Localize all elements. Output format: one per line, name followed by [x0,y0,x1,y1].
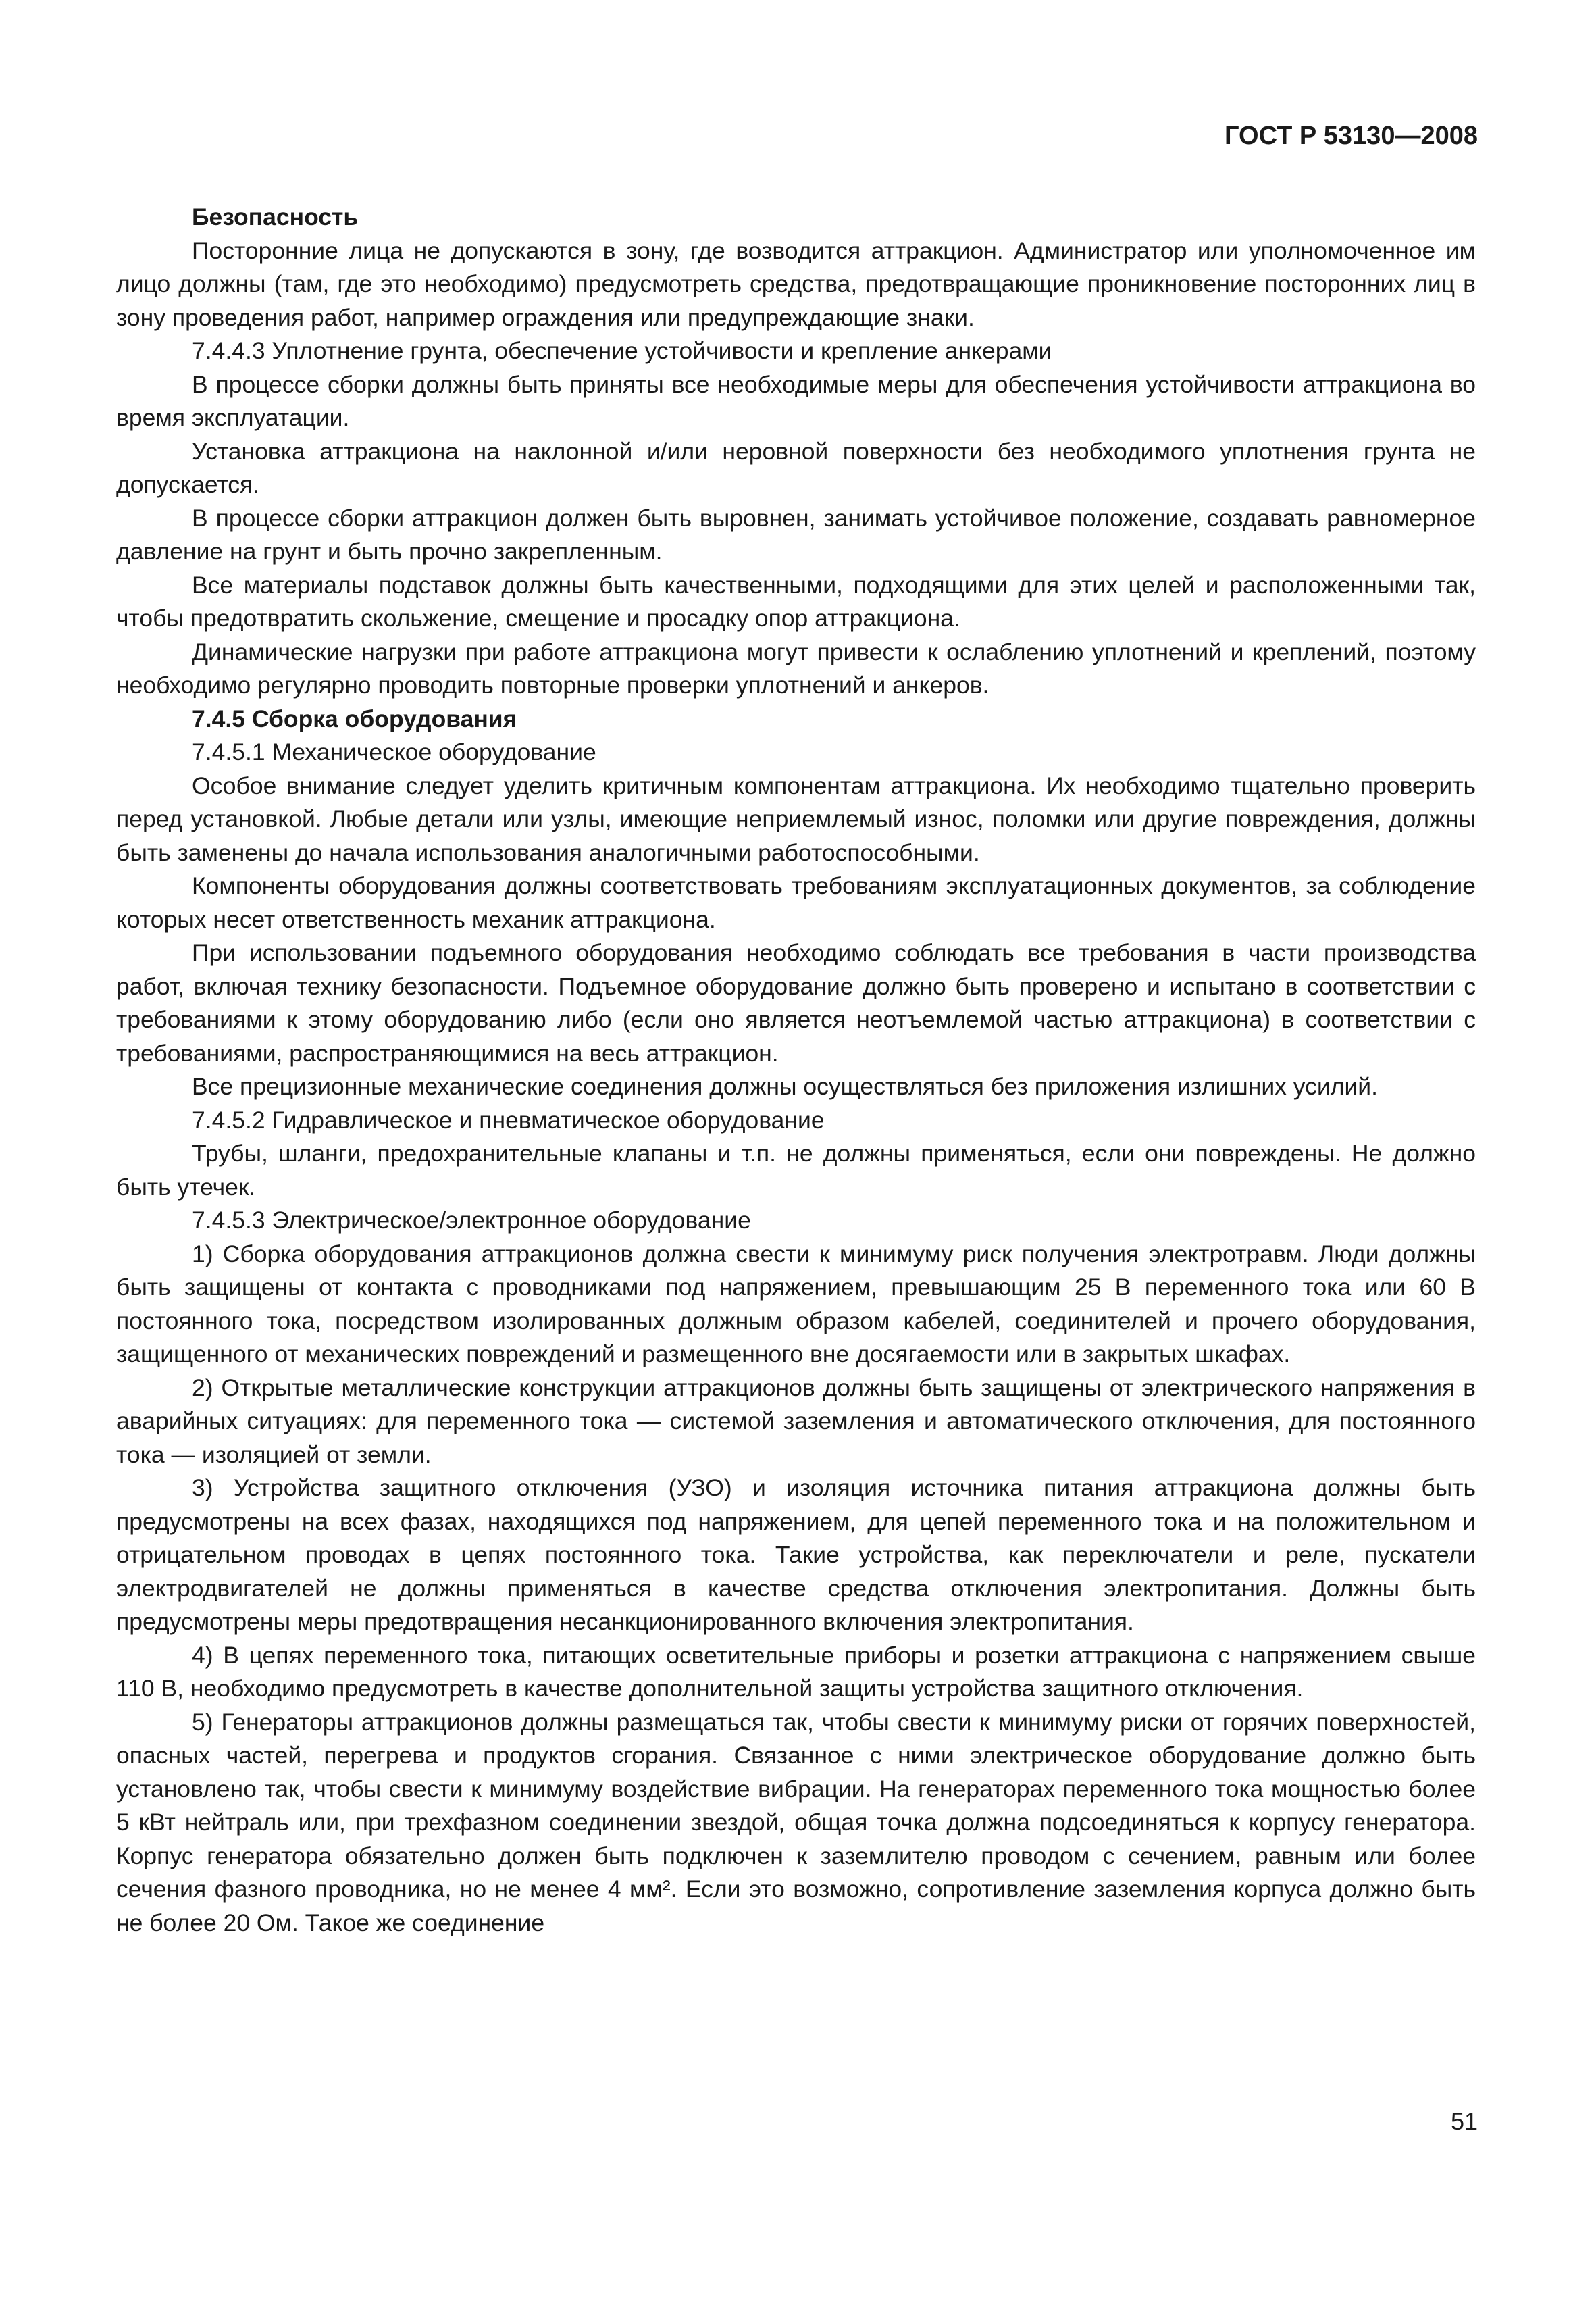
paragraph: При использовании подъемного оборудования необходимо соблюдать все требования в части производства работ, включая технику безопасности. Подъемное оборудование должно быть проверено и испытано в соответствии с требованиями к этому оборудованию либо (если оно является неотъемлемой частью аттракциона) в соответствии с требованиями, распространяющимися на весь аттракцион. [116,939,1476,1067]
paragraph: Посторонние лица не допускаются в зону, где возводится аттракцион. Администратор или уполномоченное им лицо должны (там, где это необходимо) предусмотреть средства, предотвращающие проникновение посторонних лиц в зону проведения работ, например ограждения или предупреждающие знаки. [116,236,1476,331]
paragraph: Все материалы подставок должны быть качественными, подходящими для этих целей и расположенными так, чтобы предотвратить скольжение, смещение и просадку опор аттракциона. [116,571,1476,632]
paragraph: Особое внимание следует уделить критичным компонентам аттракциона. Их необходимо тщательно проверить перед установкой. Любые детали или узлы, имеющие неприемлемый износ, поломки или другие повреждения, должны быть заменены до начала использования аналогичными работоспособными. [116,772,1476,866]
document-body [116,201,1476,1940]
section-heading: 7.4.5 Сборка оборудования [192,705,517,732]
paragraph: 2) Открытые металлические конструкции аттракционов должны быть защищены от электрического напряжения в аварийных ситуациях: для переменного тока — системой заземления и автоматического отключения, для постоянного тока — изоляцией от земли. [116,1374,1476,1468]
paragraph: Компоненты оборудования должны соответствовать требованиям эксплуатационных документов, за соблюдение которых несет ответственность механик аттракциона. [116,872,1476,933]
paragraph: Трубы, шланги, предохранительные клапаны и т.п. не должны применяться, если они повреждены. Не должно быть утечек. [116,1140,1476,1201]
paragraph: 7.4.5.1 Механическое оборудование [192,738,596,765]
paragraph: Все прецизионные механические соединения должны осуществляться без приложения излишних усилий. [192,1073,1378,1100]
paragraph: 5) Генераторы аттракционов должны размещаться так, чтобы свести к минимуму риски от горячих поверхностей, опасных частей, перегрева и продуктов сгорания. Связанное с ними электрическое оборудование должно быть установлено так, чтобы свести к минимуму воздействие вибрации. На генераторах переменного тока мощностью более 5 кВт нейтраль или, при трехфазном соединении звездой, общая точка должна подсоединяться к корпусу генератора. Корпус генератора обязательно должен быть подключен к заземлителю проводом с сечением, равным или более сечения фазного проводника, но не менее 4 мм². Если это возможно, сопротивление заземления корпуса должно быть не более 20 Ом. Такое же соединение [116,1708,1476,1936]
paragraph: В процессе сборки должны быть приняты все необходимые меры для обеспечения устойчивости аттракциона во время эксплуатации. [116,370,1476,431]
paragraph: Динамические нагрузки при работе аттракциона могут привести к ослаблению уплотнений и креплений, поэтому необходимо регулярно проводить повторные проверки уплотнений и анкеров. [116,638,1476,699]
paragraph: В процессе сборки аттракцион должен быть выровнен, занимать устойчивое положение, создавать равномерное давление на грунт и быть прочно закрепленным. [116,504,1476,565]
paragraph: 7.4.5.2 Гидравлическое и пневматическое оборудование [192,1106,825,1134]
document-code-header: ГОСТ Р 53130—2008 [1225,122,1478,150]
paragraph: 3) Устройства защитного отключения (УЗО) и изоляция источника питания аттракциона должны быть предусмотрены на всех фазах, находящихся под напряжением, для цепей переменного тока и на положительном и отрицательном проводах в цепях постоянного тока. Такие устройства, как переключатели и реле, пускатели электродвигателей не должны применяться в качестве средства отключения электропитания. Должны быть предусмотрены меры предотвращения несанкционированного включения электропитания. [116,1474,1476,1635]
paragraph: 1) Сборка оборудования аттракционов должна свести к минимуму риск получения электротравм. Люди должны быть защищены от контакта с проводниками под напряжением, превышающим 25 В переменного тока или 60 В постоянного тока, посредством изолированных должным образом кабелей, соединителей и прочего оборудования, защищенного от механических повреждений и размещенного вне досягаемости или в закрытых шкафах. [116,1240,1476,1367]
page-number: 51 [1450,2107,1478,2135]
paragraph: 7.4.4.3 Уплотнение грунта, обеспечение устойчивости и крепление анкерами [192,337,1052,364]
paragraph: 4) В цепях переменного тока, питающих осветительные приборы и розетки аттракциона с напряжением свыше 110 В, необходимо предусмотреть в качестве дополнительной защиты устройства защитного отключения. [116,1641,1476,1702]
paragraph: 7.4.5.3 Электрическое/электронное оборудование [192,1207,751,1234]
section-heading: Безопасность [192,203,359,230]
paragraph: Установка аттракциона на наклонной и/или неровной поверхности без необходимого уплотнения грунта не допускается. [116,437,1476,498]
